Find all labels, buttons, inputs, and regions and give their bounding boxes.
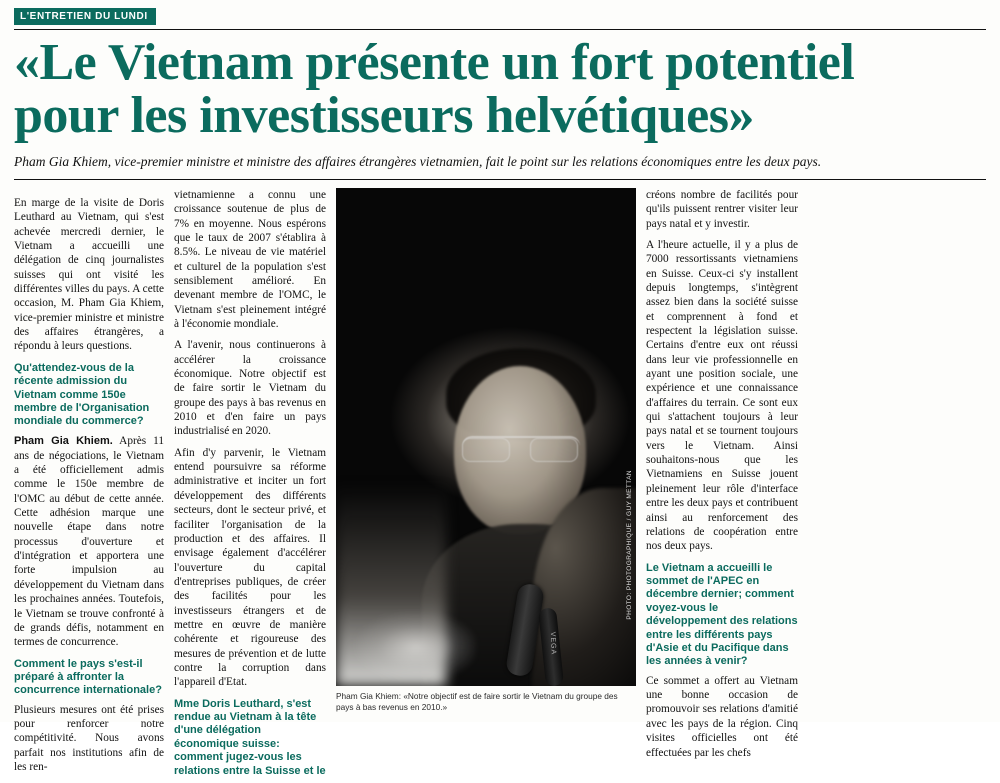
standfirst-divider xyxy=(14,179,986,180)
headline-line-2: pour les investisseurs helvétiques» xyxy=(14,87,754,145)
col1-answer-2: Plusieurs mesures ont été prises pour renforcer notre compétitivité. Nous avons parfait nos institutions afin de les ren- xyxy=(14,703,164,774)
column-three-photo xyxy=(336,188,636,713)
col1-question-2: Comment le pays s'est-il préparé à affronter la concurrence internationale? xyxy=(14,657,162,697)
column-four xyxy=(646,188,798,767)
interview-photo xyxy=(336,188,636,686)
headline-line-1: «Le Vietnam présente un fort potentiel xyxy=(14,34,855,91)
photo-foreground-blur xyxy=(336,488,446,686)
page-title xyxy=(14,34,986,145)
photo-caption: Pham Gia Khiem: «Notre objectif est de faire sortir le Vietnam du groupe des pays à bas revenus en 2010.» xyxy=(336,690,618,712)
col4-question: Le Vietnam a accueilli le sommet de l'APEC en décembre dernier; comment voyez-vous le développement des relations entre les différents pays d'Asie et du Pacifique dans les années à venir? xyxy=(646,561,798,668)
kicker-container xyxy=(12,6,988,25)
article-columns xyxy=(12,188,988,783)
col4-para-2: A l'heure actuelle, il y a plus de 7000 ressortissants vietnamiens en Suisse. Ceux-ci s'y installent depuis longtemps, s'intègrent assez bien dans la société suisse et comprennent à fond et respectent la législation suisse. Certains d'entre eux ont réussi dans leur vie professionnelle en ayant une position sociale, une expérience et une connaissance d'affaires du terrain. Ce sont eux qui s'attachent toujours à leur pays natal et se tournent toujours vers le Vietnam. Ainsi souhaitons-nous que les Vietnamiens en Suisse jouent pleinement leur rôle d'interface entre les deux pays et contribuent ainsi au renforcement des relations de coopération entre nos deux pays. xyxy=(646,238,798,553)
col2-para-2: A l'avenir, nous continuerons à accélérer la croissance économique. Notre objectif est de faire sortir le Vietnam du groupe des pays à bas revenus en 2010 et d'en faire un pays industrialisé en 2020. xyxy=(174,339,326,438)
standfirst: Pham Gia Khiem, vice-premier ministre et ministre des affaires étrangères vietnamien, fait le point sur les relations économiques entre les deux pays. xyxy=(14,154,822,170)
col1-question-1: Qu'attendez-vous de la récente admission du Vietnam comme 150e membre de l'Organisation mondiale du commerce? xyxy=(14,361,150,428)
col1-answer-1 xyxy=(14,434,164,650)
photo-glasses-bridge xyxy=(462,436,580,462)
col2-question: Mme Doris Leuthard, s'est rendue au Vietnam à la tête d'une délégation économique suisse: comment jugez-vous les relations entre la Suisse et le xyxy=(174,697,326,777)
col2-para-1: vietnamienne a connu une croissance soutenue de plus de 7% en moyenne. Nous espérons que le taux de 2007 s'établira à 8.5%. Le niveau de vie matériel et culturel de la population s'est sensiblement amélioré. En devenant membre de l'OMC, le Vietnam s'est pleinement intégré à l'économie mondiale. xyxy=(174,188,326,331)
column-one xyxy=(14,188,164,782)
col2-para-3: Afin d'y parvenir, le Vietnam entend poursuivre sa réforme administrative et inciter un fort développement des différents secteurs, dont le secteur privé, et faciliter l'organisation de la production et des affaires. Il envisage également d'accélérer l'ouverture du capital d'entreprises publiques, de créer des facilités pour les investisseurs étrangers et de mettre en œuvre de manière cohérente et rigoureuse des mesures de prévention et de lutte contre la corruption dans l'appareil d'Etat. xyxy=(174,446,326,689)
col1-intro: En marge de la visite de Doris Leuthard au Vietnam, qui s'est achevée mercredi dernier, le Vietnam a accueilli une délégation de cinq journalistes suisses qui ont visité les différentes villes du pays. A cette occasion, M. Pham Gia Khiem, vice-premier ministre et ministre des affaires étrangères, a répondu à leurs questions. xyxy=(14,196,164,353)
col4-para-1: créons nombre de facilités pour qu'ils puissent rentrer visiter leur pays natal et y investir. xyxy=(646,188,798,230)
photo-credit: PHOTO: PHOTOGRAPHIQUE / GUY METTAN xyxy=(626,470,633,620)
speaker-name: Pham Gia Khiem. xyxy=(14,434,113,447)
kicker-divider xyxy=(14,29,986,30)
photo-microphone-label: VEGA xyxy=(548,631,557,656)
section-kicker: L'ENTRETIEN DU LUNDI xyxy=(14,8,156,25)
col1-answer-1-text: Après 11 ans de négociations, le Vietnam a été officiellement admis comme le 150e membre de l'OMC au début de cette année. Cette adhésion marque une nouvelle étape dans notre processus d'ouverture et d'intégration et apportera une forte impulsion au développement du Vietnam dans les prochaines années. Toutefois, le Vietnam se trouve confronté à de grands défis, notamment en termes de concurrence. xyxy=(14,434,164,649)
column-two xyxy=(174,188,326,783)
col4-para-3: Ce sommet a offert au Vietnam une bonne occasion de promouvoir ses relations d'amitié avec les pays de la région. Cinq visites officielles ont été effectuées par les chefs xyxy=(646,674,798,759)
